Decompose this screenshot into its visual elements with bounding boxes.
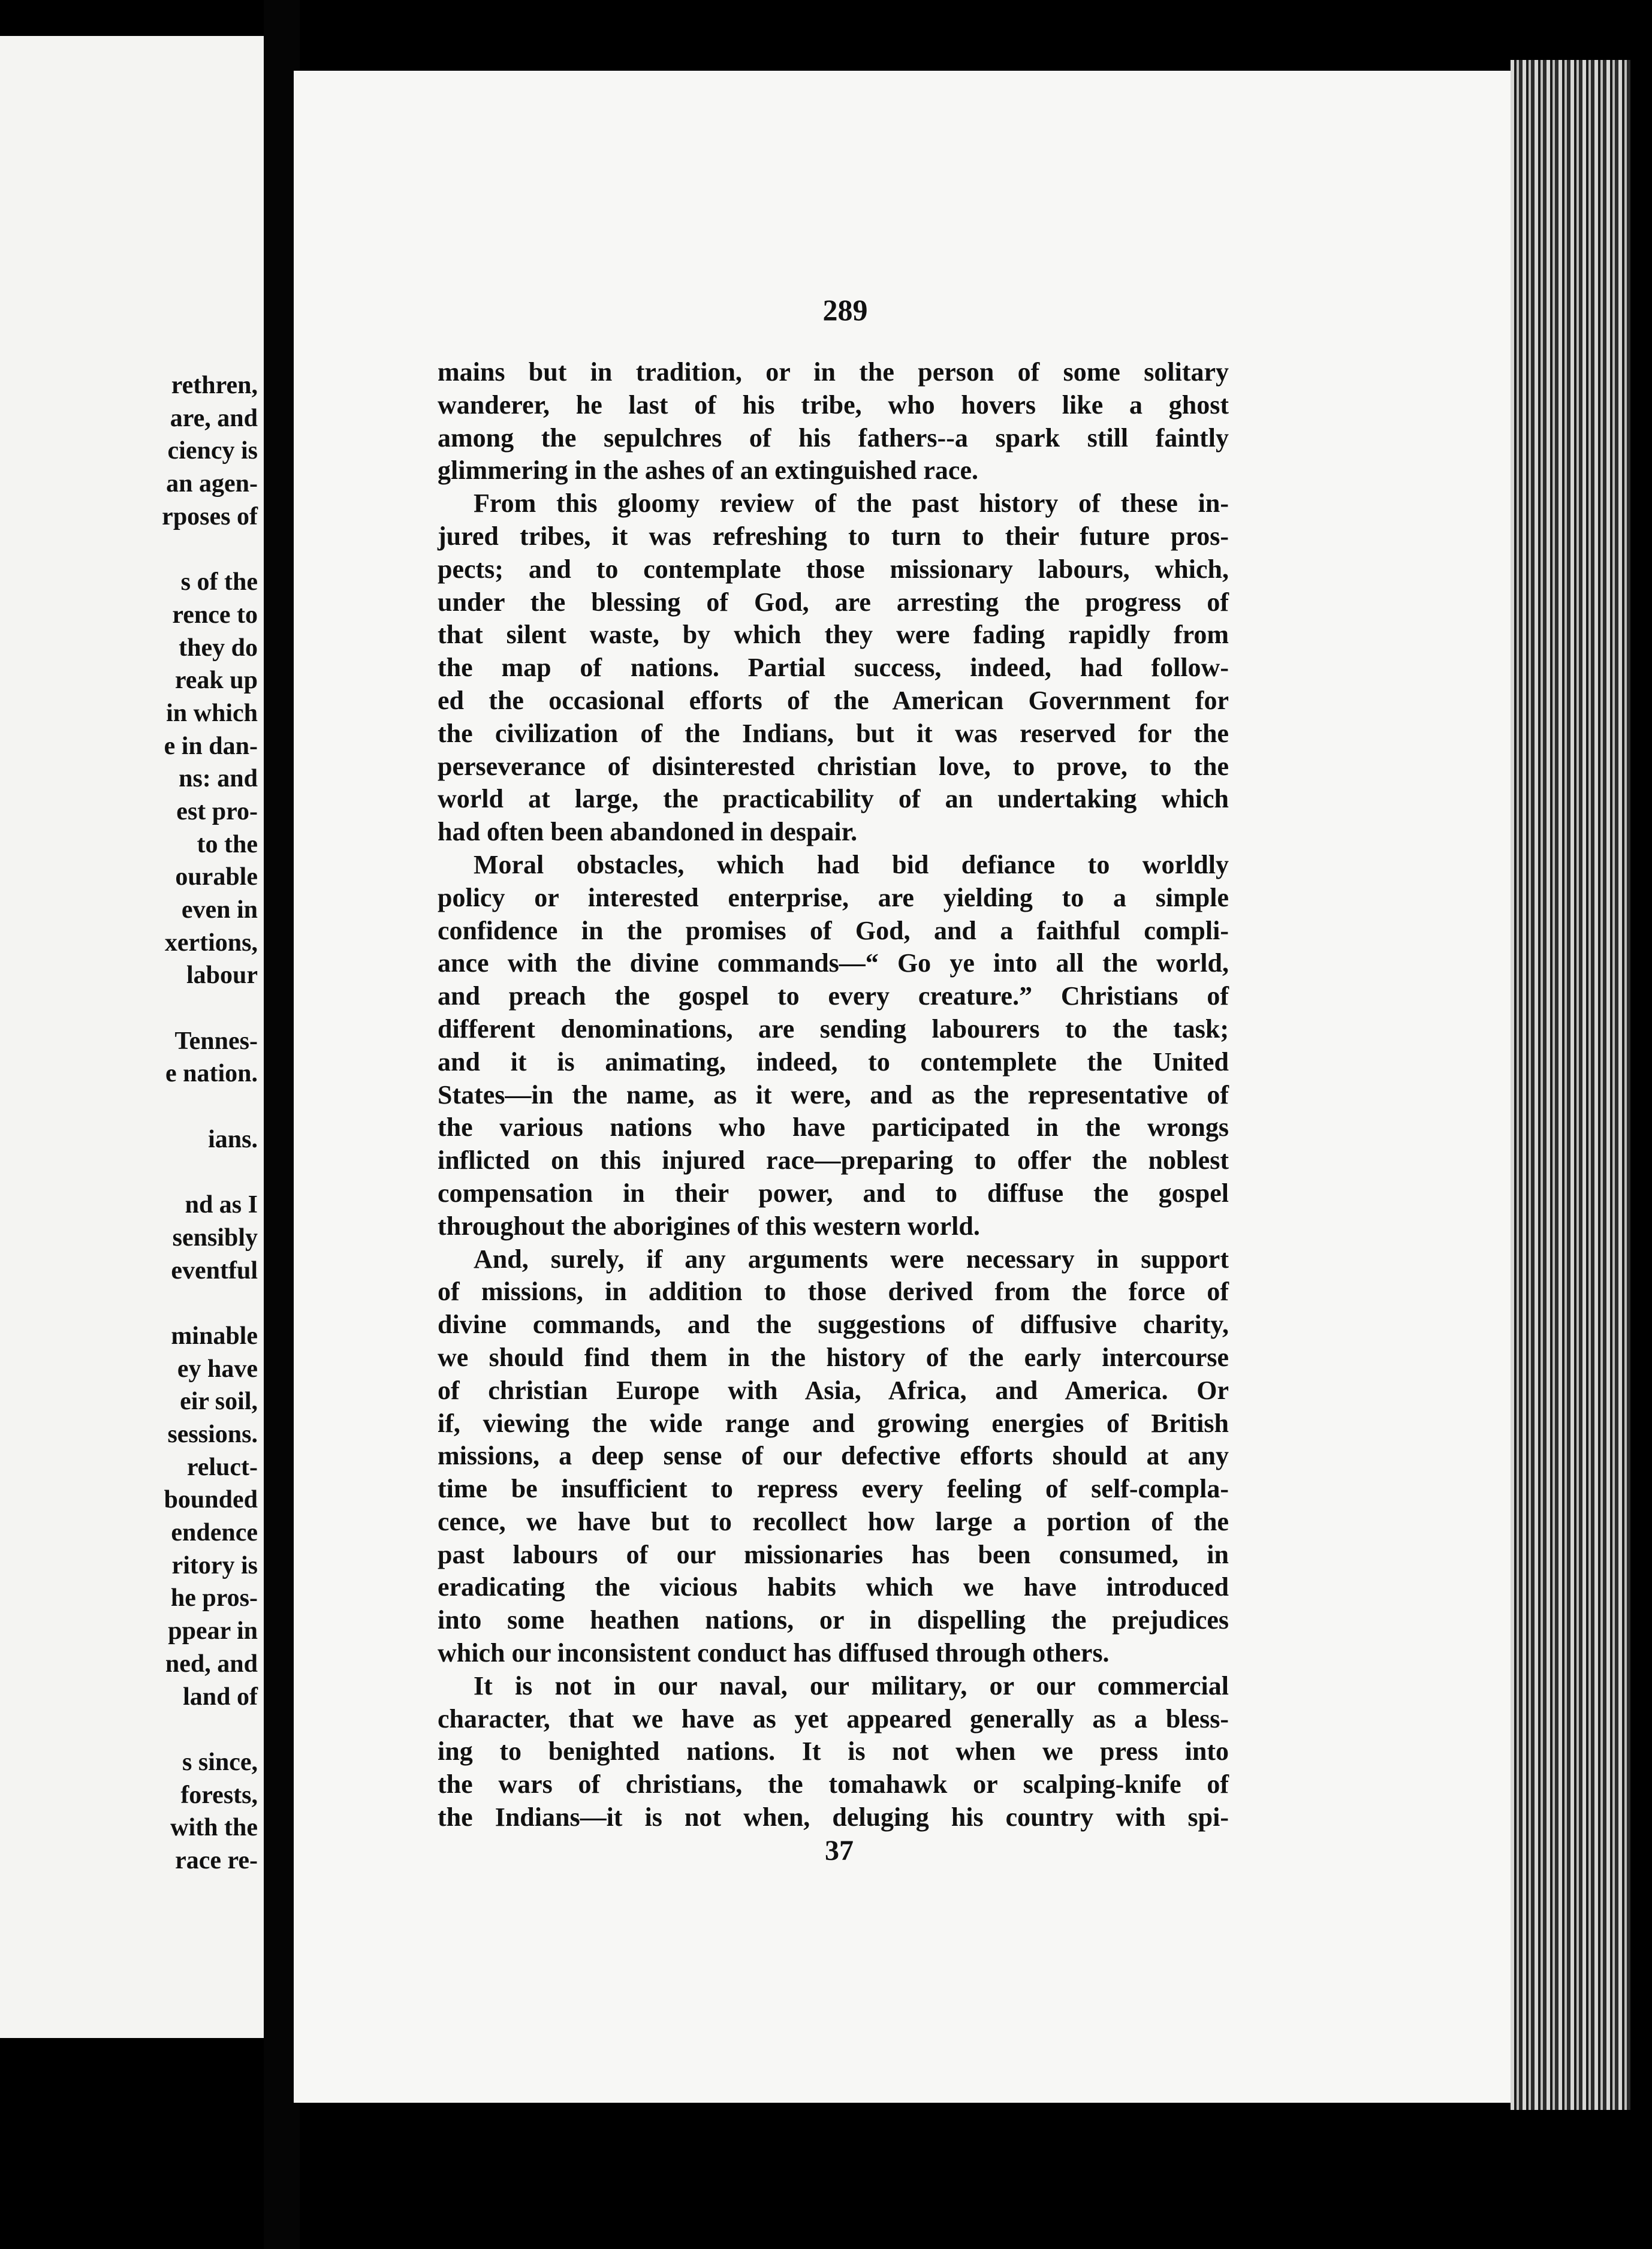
left-page-line: s of the xyxy=(180,568,258,596)
body-text xyxy=(438,356,1229,1834)
left-page-text xyxy=(0,369,258,1877)
left-page-line: they do xyxy=(179,634,258,662)
left-page-line: even in xyxy=(181,896,258,924)
text-line: inflicted on this injured race—preparing to offer the noblest xyxy=(438,1145,1229,1175)
text-line: It is not in our naval, our military, or our commercial xyxy=(474,1671,1229,1701)
text-line: throughout the aborigines of this western world. xyxy=(438,1211,980,1241)
left-page-line: s since, xyxy=(182,1748,258,1776)
left-page-line: reluct- xyxy=(186,1453,258,1481)
text-line: pects; and to contemplate those missionary labours, which, xyxy=(438,554,1229,584)
text-line: wanderer, he last of his tribe, who hovers like a ghost xyxy=(438,390,1229,420)
text-line: ed the occasional efforts of the American Government for xyxy=(438,685,1229,715)
left-page-line: bounded xyxy=(164,1486,258,1514)
text-line: into some heathen nations, or in dispelling the prejudices xyxy=(438,1605,1229,1635)
left-page-line: eir soil, xyxy=(180,1388,258,1416)
left-page-line: ians. xyxy=(208,1125,258,1153)
page-number: 289 xyxy=(822,293,868,327)
left-page-line: are, and xyxy=(170,404,258,432)
text-line: had often been abandoned in despair. xyxy=(438,817,858,847)
left-page-line: land of xyxy=(183,1683,258,1711)
text-line: the Indians—it is not when, deluging his country with spi- xyxy=(438,1802,1229,1832)
text-line: the wars of christians, the tomahawk or scalping-knife of xyxy=(438,1769,1229,1799)
text-line: policy or interested enterprise, are yielding to a simple xyxy=(438,882,1229,912)
left-page-line: forests, xyxy=(180,1781,258,1809)
left-page-line: nd as I xyxy=(185,1191,258,1219)
left-page-line: he pros- xyxy=(170,1584,258,1612)
left-page-line xyxy=(0,1156,258,1189)
left-page-line xyxy=(0,533,258,566)
left-page-line xyxy=(0,992,258,1025)
text-line: time be insufficient to repress every feeling of self-compla- xyxy=(438,1474,1229,1504)
left-page-line: endence xyxy=(171,1519,258,1547)
left-page-line: ourable xyxy=(175,863,258,891)
left-page-line: minable xyxy=(171,1322,258,1350)
text-line: the civilization of the Indians, but it was reserved for the xyxy=(438,718,1229,748)
text-line: that silent waste, by which they were fading rapidly from xyxy=(438,620,1229,650)
left-page-line: ciency is xyxy=(167,437,258,465)
left-page-line: eventful xyxy=(171,1256,258,1285)
text-line: eradicating the vicious habits which we have introduced xyxy=(438,1572,1229,1602)
text-line: glimmering in the ashes of an extinguished race. xyxy=(438,456,978,486)
page-edges xyxy=(1511,60,1630,2110)
text-line: And, surely, if any arguments were necessary in support xyxy=(474,1244,1229,1274)
text-line: ing to benighted nations. It is not when we press into xyxy=(438,1737,1229,1766)
left-page-line: ritory is xyxy=(171,1551,258,1579)
text-line: past labours of our missionaries has been consumed, in xyxy=(438,1539,1229,1569)
text-line: mains but in tradition, or in the person of some solitary xyxy=(438,357,1229,387)
left-page-line: rethren, xyxy=(171,372,258,399)
left-page-line: est pro- xyxy=(176,797,258,825)
left-page-line: rposes of xyxy=(162,502,258,530)
left-page-line: to the xyxy=(197,830,258,858)
text-line: world at large, the practicability of an undertaking which xyxy=(438,784,1229,814)
text-line: and it is animating, indeed, to contemplete the United xyxy=(438,1047,1229,1077)
signature-mark: 37 xyxy=(825,1835,854,1867)
left-page-line: ned, and xyxy=(165,1650,258,1678)
left-page-line: an agen- xyxy=(166,470,258,498)
text-line: compensation in their power, and to diffuse the gospel xyxy=(438,1178,1229,1208)
left-page-line: in which xyxy=(166,699,258,727)
left-page-line: race re- xyxy=(175,1846,258,1874)
text-line: different denominations, are sending labourers to the task; xyxy=(438,1014,1229,1044)
left-page-line: ppear in xyxy=(168,1617,258,1645)
text-line: and preach the gospel to every creature.” Christians of xyxy=(438,981,1229,1011)
text-line: of missions, in addition to those derived from the force of xyxy=(438,1277,1229,1307)
text-line: character, that we have as yet appeared generally as a bless- xyxy=(438,1704,1229,1734)
left-page xyxy=(0,36,264,2038)
text-line: among the sepulchres of his fathers--a spark still faintly xyxy=(438,423,1229,453)
left-page-line xyxy=(0,1713,258,1746)
text-line: confidence in the promises of God, and a faithful compli- xyxy=(438,915,1229,945)
text-line: which our inconsistent conduct has diffused through others. xyxy=(438,1638,1110,1668)
left-page-line: ns: and xyxy=(179,765,258,793)
left-page-line: sensibly xyxy=(172,1223,258,1252)
text-line: jured tribes, it was refreshing to turn to their future pros- xyxy=(438,521,1229,551)
left-page-line: with the xyxy=(170,1814,258,1842)
left-page-line: rence to xyxy=(172,601,258,629)
text-line: perseverance of disinterested christian love, to prove, to the xyxy=(438,751,1229,781)
text-line: ance with the divine commands—“ Go ye into all the world, xyxy=(438,948,1229,978)
left-page-line: Tennes- xyxy=(174,1027,258,1055)
left-page-line xyxy=(0,1287,258,1320)
left-page-line: labour xyxy=(186,961,258,990)
text-line: we should find them in the history of the early intercourse xyxy=(438,1342,1229,1372)
text-line: if, viewing the wide range and growing energies of British xyxy=(438,1408,1229,1438)
text-line: the various nations who have participated in the wrongs xyxy=(438,1113,1229,1142)
text-line: Moral obstacles, which had bid defiance to worldly xyxy=(474,849,1229,879)
text-line: of christian Europe with Asia, Africa, and America. Or xyxy=(438,1375,1229,1405)
left-page-line: reak up xyxy=(174,667,258,695)
left-page-line: sessions. xyxy=(167,1421,258,1448)
left-page-line: xertions, xyxy=(164,928,258,957)
left-page-line: e in dan- xyxy=(164,732,258,760)
left-page-line: ey have xyxy=(177,1355,258,1383)
left-page-line: e nation. xyxy=(165,1060,258,1088)
text-line: missions, a deep sense of our defective efforts should at any xyxy=(438,1441,1229,1471)
left-page-line xyxy=(0,1090,258,1123)
text-line: From this gloomy review of the past history of these in- xyxy=(474,489,1229,518)
text-line: States—in the name, as it were, and as the representative of xyxy=(438,1080,1229,1110)
text-line: cence, we have but to recollect how large a portion of the xyxy=(438,1506,1229,1536)
text-line: under the blessing of God, are arresting the progress of xyxy=(438,587,1229,617)
text-line: divine commands, and the suggestions of diffusive charity, xyxy=(438,1310,1229,1340)
text-line: the map of nations. Partial success, indeed, had follow- xyxy=(438,653,1229,683)
